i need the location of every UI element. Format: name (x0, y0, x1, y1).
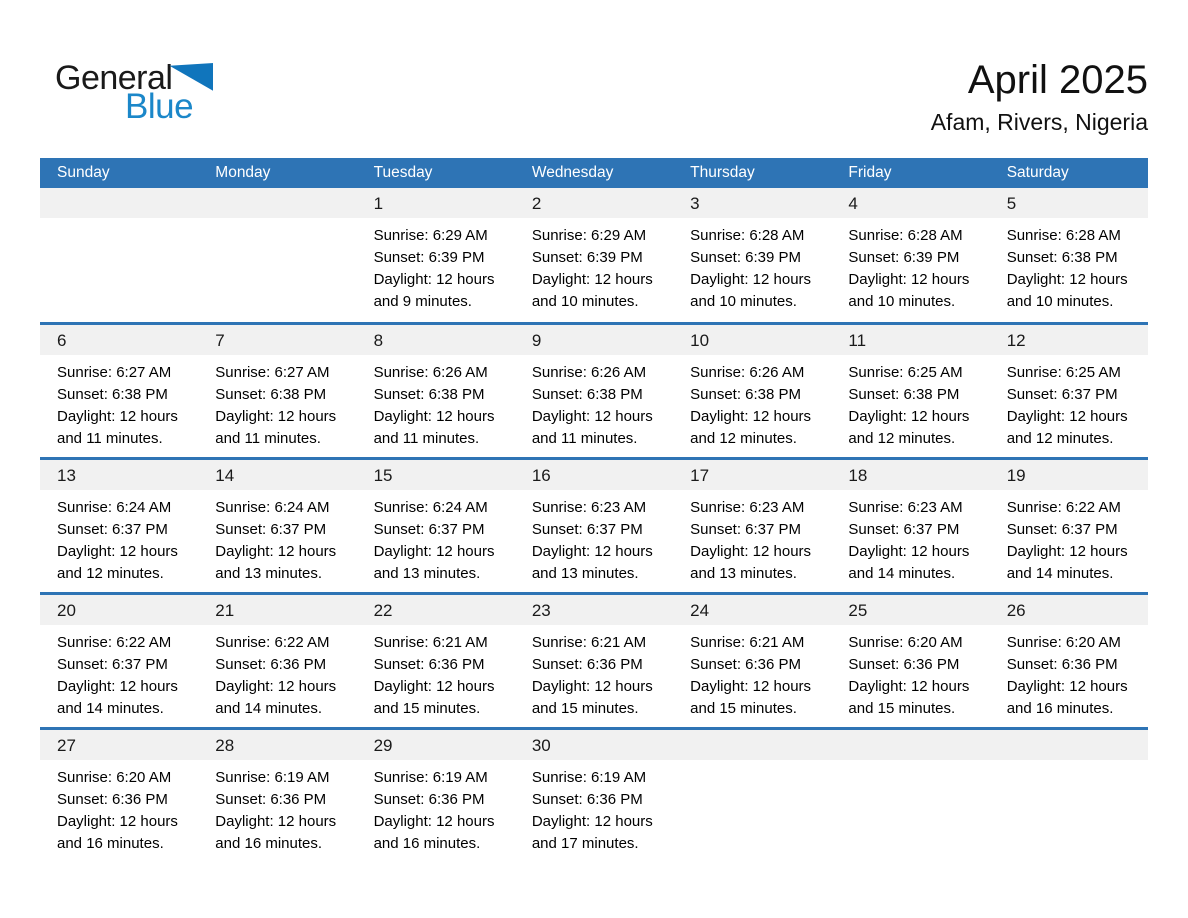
calendar-day-cell (357, 188, 515, 322)
day-number: 8 (357, 325, 515, 355)
info-line: Sunset: 6:37 PM (57, 521, 168, 538)
info-line: and 13 minutes. (215, 565, 323, 582)
info-line: and 16 minutes. (57, 835, 164, 852)
info-line: Daylight: 12 hours (57, 678, 178, 695)
info-line: Sunrise: 6:27 AM (215, 364, 330, 381)
info-line: Sunset: 6:36 PM (531, 656, 643, 673)
day-number: 6 (40, 325, 198, 355)
info-line: Sunset: 6:39 PM (531, 249, 643, 266)
day-info (515, 218, 673, 313)
day-number (831, 730, 989, 760)
day-number (673, 730, 831, 760)
info-line: Sunset: 6:37 PM (848, 521, 960, 538)
info-line: Sunrise: 6:23 AM (690, 499, 805, 516)
day-number: 26 (990, 595, 1148, 625)
info-line: Daylight: 12 hours (1006, 678, 1128, 695)
calendar-day-cell (40, 460, 198, 592)
info-line: Daylight: 12 hours (215, 543, 337, 560)
info-line: Sunrise: 6:22 AM (1006, 499, 1121, 516)
weekday-header-cell: Thursday (690, 164, 755, 181)
info-line: and 11 minutes. (57, 430, 163, 447)
day-info (357, 490, 515, 585)
info-line: Sunrise: 6:24 AM (57, 499, 172, 516)
info-line: and 9 minutes. (373, 293, 472, 310)
info-line: Sunset: 6:37 PM (1006, 521, 1118, 538)
info-line: Sunrise: 6:29 AM (373, 227, 488, 244)
day-number: 29 (357, 730, 515, 760)
info-line: Daylight: 12 hours (215, 678, 337, 695)
info-line: Sunrise: 6:26 AM (373, 364, 488, 381)
info-line: Daylight: 12 hours (57, 813, 178, 830)
day-info (198, 355, 356, 450)
calendar-day-cell (831, 460, 989, 592)
info-line: Sunset: 6:36 PM (848, 656, 960, 673)
info-line: Sunrise: 6:25 AM (848, 364, 963, 381)
day-info (990, 625, 1148, 720)
info-line: and 16 minutes. (215, 835, 323, 852)
day-info (515, 760, 673, 855)
day-number: 11 (831, 325, 989, 355)
info-line: Daylight: 12 hours (373, 543, 495, 560)
weekday-header-cell: Sunday (57, 164, 110, 181)
day-info (40, 490, 198, 585)
info-line: and 14 minutes. (215, 700, 323, 717)
info-line: and 17 minutes. (531, 835, 639, 852)
info-line: Sunrise: 6:26 AM (531, 364, 647, 381)
info-line: and 12 minutes. (848, 430, 956, 447)
info-line: and 13 minutes. (373, 565, 481, 582)
info-line: Sunset: 6:38 PM (1006, 249, 1118, 266)
day-info (673, 625, 831, 720)
info-line: Sunset: 6:39 PM (690, 249, 802, 266)
info-line: Sunset: 6:36 PM (215, 791, 327, 808)
day-info (40, 760, 198, 855)
day-number: 18 (831, 460, 989, 490)
day-number: 15 (357, 460, 515, 490)
weekday-header-cell: Monday (215, 164, 271, 181)
day-info (673, 218, 831, 313)
info-line: and 16 minutes. (373, 835, 481, 852)
info-line: Sunset: 6:39 PM (373, 249, 485, 266)
calendar-day-cell (40, 730, 198, 862)
day-number: 30 (515, 730, 673, 760)
weekday-header-cell: Wednesday (531, 164, 614, 181)
day-number (990, 730, 1148, 760)
calendar-day-cell (357, 460, 515, 592)
info-line: Sunrise: 6:28 AM (1006, 227, 1121, 244)
info-line: Daylight: 12 hours (690, 271, 812, 288)
day-info (673, 355, 831, 450)
info-line: Sunset: 6:36 PM (57, 791, 168, 808)
info-line: Sunset: 6:37 PM (373, 521, 485, 538)
day-info (831, 355, 989, 450)
info-line: Sunrise: 6:23 AM (531, 499, 647, 516)
calendar-day-cell (990, 325, 1148, 457)
general-blue-logo (55, 60, 213, 125)
weekday-header-cell: Friday (848, 164, 892, 181)
day-number: 16 (515, 460, 673, 490)
info-line: and 10 minutes. (848, 293, 956, 310)
day-info (831, 490, 989, 585)
day-info (673, 490, 831, 585)
day-info (198, 760, 356, 855)
info-line: Sunrise: 6:29 AM (531, 227, 647, 244)
info-line: Sunrise: 6:23 AM (848, 499, 963, 516)
info-line: and 11 minutes. (215, 430, 321, 447)
day-info (357, 218, 515, 313)
week-row (40, 188, 1148, 322)
day-number: 23 (515, 595, 673, 625)
info-line: Daylight: 12 hours (373, 271, 495, 288)
day-number: 10 (673, 325, 831, 355)
calendar-body (40, 188, 1148, 862)
calendar-day-cell (673, 188, 831, 322)
info-line: Sunset: 6:37 PM (531, 521, 643, 538)
info-line: Sunrise: 6:21 AM (531, 634, 647, 651)
info-line: Sunrise: 6:20 AM (848, 634, 963, 651)
calendar-day-cell (673, 325, 831, 457)
calendar-day-cell (831, 188, 989, 322)
info-line: Daylight: 12 hours (57, 543, 178, 560)
calendar-day-cell (198, 325, 356, 457)
day-info (515, 490, 673, 585)
info-line: Daylight: 12 hours (848, 408, 970, 425)
info-line: Daylight: 12 hours (373, 408, 495, 425)
calendar-day-cell (40, 188, 198, 322)
calendar-table (40, 158, 1148, 862)
info-line: and 15 minutes. (531, 700, 639, 717)
day-info (990, 490, 1148, 585)
day-number: 21 (198, 595, 356, 625)
info-line: and 11 minutes. (373, 430, 480, 447)
day-info (198, 490, 356, 585)
info-line: and 14 minutes. (1006, 565, 1114, 582)
info-line: and 16 minutes. (1006, 700, 1114, 717)
info-line: and 14 minutes. (848, 565, 956, 582)
day-info (831, 218, 989, 313)
info-line: Daylight: 12 hours (1006, 271, 1128, 288)
location-subtitle: Afam, Rivers, Nigeria (930, 109, 1148, 135)
info-line: Sunrise: 6:19 AM (373, 769, 488, 786)
info-line: Daylight: 12 hours (848, 678, 970, 695)
info-line: Sunrise: 6:26 AM (690, 364, 805, 381)
day-info (357, 355, 515, 450)
day-info (990, 355, 1148, 450)
calendar-day-cell (357, 730, 515, 862)
calendar-day-cell (831, 730, 989, 862)
day-info (357, 760, 515, 855)
weekday-header-cell: Tuesday (373, 164, 433, 181)
day-number: 24 (673, 595, 831, 625)
info-line: Sunset: 6:38 PM (373, 386, 485, 403)
info-line: Sunset: 6:37 PM (1006, 386, 1118, 403)
info-line: and 15 minutes. (373, 700, 481, 717)
day-info (515, 625, 673, 720)
day-number: 5 (990, 188, 1148, 218)
week-row (40, 592, 1148, 727)
day-number: 4 (831, 188, 989, 218)
info-line: Sunrise: 6:19 AM (215, 769, 330, 786)
info-line: Daylight: 12 hours (531, 813, 653, 830)
info-line: Sunrise: 6:21 AM (690, 634, 805, 651)
info-line: Daylight: 12 hours (690, 678, 812, 695)
info-line: Sunset: 6:37 PM (690, 521, 802, 538)
calendar-day-cell (990, 460, 1148, 592)
day-number: 13 (40, 460, 198, 490)
calendar-day-cell (198, 460, 356, 592)
calendar-day-cell (357, 325, 515, 457)
info-line: Sunrise: 6:28 AM (690, 227, 805, 244)
info-line: Daylight: 12 hours (373, 678, 495, 695)
info-line: Sunrise: 6:21 AM (373, 634, 488, 651)
day-info (40, 625, 198, 720)
info-line: Sunrise: 6:22 AM (215, 634, 330, 651)
calendar-day-cell (673, 595, 831, 727)
info-line: and 11 minutes. (531, 430, 638, 447)
day-info (515, 355, 673, 450)
logo-general-text: General (55, 59, 173, 97)
day-number (198, 188, 356, 218)
info-line: Daylight: 12 hours (373, 813, 495, 830)
header-title-block (931, 56, 1148, 138)
info-line: Daylight: 12 hours (1006, 408, 1128, 425)
calendar-day-cell (198, 188, 356, 322)
day-info (198, 625, 356, 720)
calendar-day-cell (990, 188, 1148, 322)
day-number: 25 (831, 595, 989, 625)
calendar-day-cell (515, 730, 673, 862)
info-line: Sunrise: 6:24 AM (215, 499, 330, 516)
info-line: and 12 minutes. (1006, 430, 1114, 447)
calendar-day-cell (831, 325, 989, 457)
info-line: Sunrise: 6:24 AM (373, 499, 488, 516)
info-line: Sunrise: 6:19 AM (531, 769, 647, 786)
info-line: and 13 minutes. (531, 565, 639, 582)
info-line: Sunset: 6:39 PM (848, 249, 960, 266)
day-number: 14 (198, 460, 356, 490)
info-line: and 15 minutes. (848, 700, 956, 717)
day-number: 3 (673, 188, 831, 218)
calendar-day-cell (198, 595, 356, 727)
info-line: Daylight: 12 hours (848, 271, 970, 288)
weekday-header-row (40, 158, 1148, 188)
month-title: April 2025 (967, 58, 1148, 102)
info-line: Sunrise: 6:20 AM (57, 769, 172, 786)
day-number: 9 (515, 325, 673, 355)
day-info (357, 625, 515, 720)
day-number: 27 (40, 730, 198, 760)
info-line: Daylight: 12 hours (690, 408, 812, 425)
info-line: Daylight: 12 hours (690, 543, 812, 560)
calendar-day-cell (990, 730, 1148, 862)
calendar-day-cell (515, 460, 673, 592)
info-line: Sunset: 6:36 PM (1006, 656, 1118, 673)
day-info (990, 218, 1148, 313)
info-line: and 10 minutes. (690, 293, 797, 310)
info-line: and 12 minutes. (690, 430, 797, 447)
calendar-day-cell (515, 595, 673, 727)
info-line: Daylight: 12 hours (57, 408, 178, 425)
info-line: Daylight: 12 hours (531, 543, 653, 560)
day-number: 2 (515, 188, 673, 218)
info-line: Sunset: 6:36 PM (215, 656, 327, 673)
weekday-header-cell: Saturday (1006, 164, 1069, 181)
day-number: 19 (990, 460, 1148, 490)
calendar-day-cell (673, 730, 831, 862)
info-line: Daylight: 12 hours (531, 271, 653, 288)
info-line: and 12 minutes. (57, 565, 164, 582)
info-line: Sunrise: 6:28 AM (848, 227, 963, 244)
info-line: Daylight: 12 hours (1006, 543, 1128, 560)
day-number: 12 (990, 325, 1148, 355)
info-line: Sunset: 6:38 PM (57, 386, 168, 403)
info-line: and 10 minutes. (531, 293, 639, 310)
calendar-day-cell (515, 325, 673, 457)
info-line: Sunset: 6:37 PM (57, 656, 168, 673)
day-number: 7 (198, 325, 356, 355)
info-line: Daylight: 12 hours (848, 543, 970, 560)
info-line: Sunset: 6:36 PM (373, 791, 485, 808)
week-row (40, 322, 1148, 457)
day-number: 22 (357, 595, 515, 625)
info-line: Sunset: 6:38 PM (531, 386, 643, 403)
day-number: 1 (357, 188, 515, 218)
logo-blue-text: Blue (125, 87, 194, 126)
info-line: Daylight: 12 hours (215, 813, 337, 830)
day-info (831, 625, 989, 720)
info-line: Sunset: 6:36 PM (531, 791, 643, 808)
info-line: Sunrise: 6:20 AM (1006, 634, 1121, 651)
calendar-day-cell (831, 595, 989, 727)
info-line: Sunrise: 6:22 AM (57, 634, 172, 651)
day-number: 28 (198, 730, 356, 760)
info-line: and 14 minutes. (57, 700, 164, 717)
info-line: Daylight: 12 hours (531, 408, 653, 425)
info-line: Sunset: 6:38 PM (848, 386, 960, 403)
day-number: 17 (673, 460, 831, 490)
calendar-day-cell (198, 730, 356, 862)
calendar-day-cell (40, 595, 198, 727)
day-number: 20 (40, 595, 198, 625)
calendar-day-cell (515, 188, 673, 322)
calendar-day-cell (40, 325, 198, 457)
calendar-day-cell (990, 595, 1148, 727)
info-line: Sunset: 6:38 PM (215, 386, 327, 403)
calendar-day-cell (357, 595, 515, 727)
info-line: and 15 minutes. (690, 700, 797, 717)
info-line: and 10 minutes. (1006, 293, 1114, 310)
info-line: Sunrise: 6:27 AM (57, 364, 172, 381)
info-line: and 13 minutes. (690, 565, 797, 582)
calendar-day-cell (673, 460, 831, 592)
info-line: Daylight: 12 hours (215, 408, 337, 425)
info-line: Sunrise: 6:25 AM (1006, 364, 1121, 381)
week-row (40, 457, 1148, 592)
day-info (40, 355, 198, 450)
week-row (40, 727, 1148, 862)
info-line: Sunset: 6:36 PM (373, 656, 485, 673)
day-number (40, 188, 198, 218)
info-line: Daylight: 12 hours (531, 678, 653, 695)
info-line: Sunset: 6:38 PM (690, 386, 802, 403)
info-line: Sunset: 6:37 PM (215, 521, 327, 538)
info-line: Sunset: 6:36 PM (690, 656, 802, 673)
